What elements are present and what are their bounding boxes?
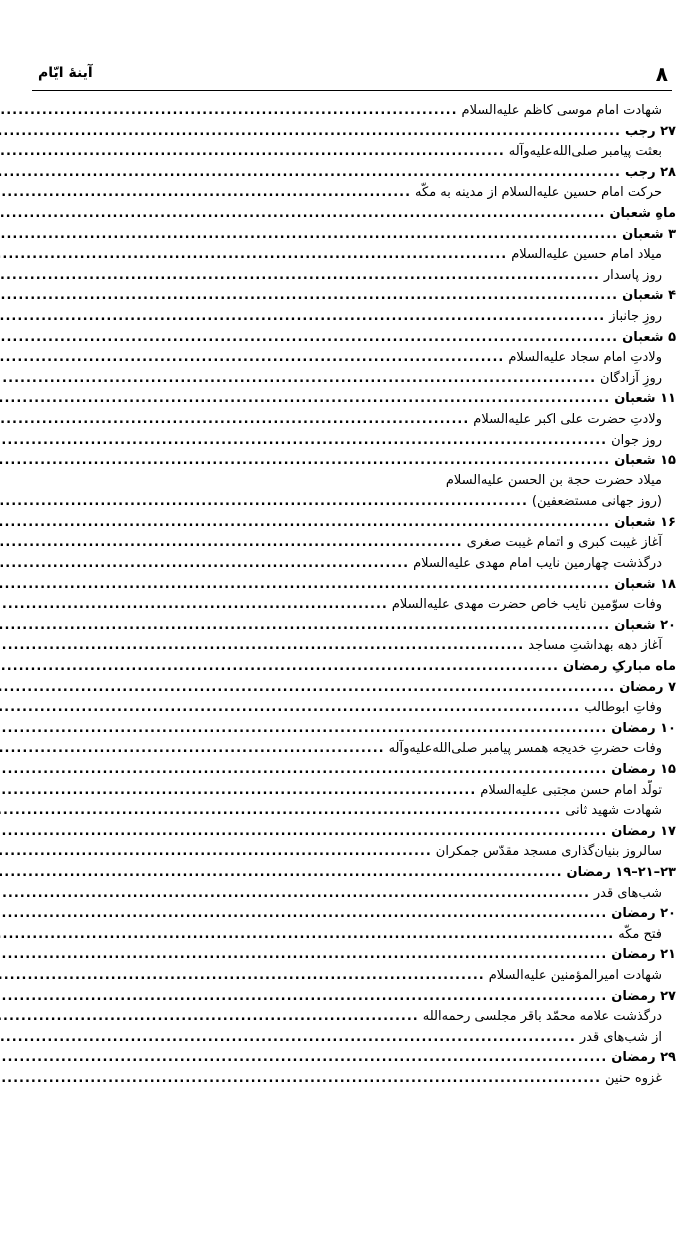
toc-entry-title: وفات حضرتِ خدیجه همسر پیامبر صلی‌الله‌علیه‌وآله [388,741,662,757]
toc-entry [0,430,676,451]
toc-entry [0,862,676,883]
dot-leader [0,410,469,430]
toc-entry-title: شهادت امیرالمؤمنین علیه‌السلام [488,967,662,983]
toc-entry-title: (روز جهانی مستضعفین) [531,494,662,510]
toc-entry [0,944,676,965]
toc-entry [0,368,676,389]
dot-leader [0,307,605,327]
toc-entry-title: ماه مبارکِ رمضان [562,659,676,675]
dot-leader [0,1069,601,1089]
toc-entry [0,1047,676,1068]
dot-leader [0,369,596,389]
dot-leader [0,451,610,471]
toc-entry [0,100,676,121]
toc-entry [0,141,676,162]
toc-entry [0,697,676,718]
toc-entry [0,224,676,245]
toc-entry [0,471,676,492]
toc-entry-title: روزِ آزادگان [600,370,662,386]
dot-leader [0,657,559,677]
toc-entry [0,553,676,574]
toc-entry-title: ولادتِ امام سجاد علیه‌السلام [508,350,662,366]
toc-entry-title: ولادتِ حضرت علی اکبر علیه‌السلام [473,411,662,427]
toc-entry [0,615,676,636]
dot-leader [0,595,388,615]
toc-entry-title: روز جوان [611,432,662,448]
toc-entry [0,450,676,471]
toc-entry [0,986,676,1007]
dot-leader [0,142,505,162]
dot-leader [0,1007,419,1027]
toc-entry [0,491,676,512]
toc-entry-title: حرکت امام حسین علیه‌السلام از مدینه به مکّه [415,185,662,201]
dot-leader [0,266,600,286]
dot-leader [0,328,618,348]
toc-entry [0,903,676,924]
toc-entry-title: وفات سوّمین نایب خاص حضرت مهدی علیه‌السلام [391,597,662,613]
toc-entry-title: ۱۵ شعبان [614,453,676,469]
toc-entry-title: سالروز بنیان‌گذاری مسجد مقدّس جمکران [435,844,662,860]
dot-leader [0,781,476,801]
toc-entry [0,677,676,698]
dot-leader [0,884,590,904]
toc-entry [0,347,676,368]
toc-entry [0,780,676,801]
toc-entry [0,327,676,348]
toc-entry [0,718,676,739]
dot-leader [0,204,605,224]
toc-entry-title: فتح مکّه [618,926,662,942]
dot-leader [0,575,610,595]
toc-entry [0,306,676,327]
toc-columns [30,100,676,1100]
toc-entry-title: تولّد امام حسن مجتبی علیه‌السلام [480,782,662,798]
toc-entry-title: ۲۷ رمضان [611,988,676,1004]
dot-leader [0,945,607,965]
toc-entry-title: شهادت شهید ثانی [565,803,662,819]
toc-entry [0,409,676,430]
toc-entry-title: ماهِ شعبان [609,205,676,221]
toc-entry [0,121,676,142]
toc-entry [0,182,676,203]
dot-leader [0,533,463,553]
toc-right-column [0,100,676,1100]
toc-entry [0,388,676,409]
toc-entry-title: میلاد حضرت حجة بن الحسن علیه‌السلام [445,472,662,488]
toc-entry-title: درگذشت چهارمین نایب امام مهدی علیه‌السلام [413,556,662,572]
toc-entry-title: درگذشت علامه محمّد باقر مجلسی رحمه‌الله [422,1009,662,1025]
toc-entry [0,965,676,986]
toc-entry-title: ۱۵ رمضان [611,762,676,777]
toc-entry [0,841,676,862]
toc-entry [0,574,676,595]
dot-leader [0,183,411,203]
dot-leader [0,966,485,986]
toc-entry-title: روزِ جانباز [609,308,662,324]
toc-entry [0,285,676,306]
dot-leader [0,1048,607,1068]
toc-entry [0,532,676,553]
toc-entry [0,759,676,780]
toc-entry [0,656,676,677]
dot-leader [0,739,385,759]
toc-entry [0,512,676,533]
toc-entry [0,1027,676,1048]
dot-leader [0,1028,576,1048]
toc-entry-title: شهادت امام موسی کاظم علیه‌السلام [461,103,662,118]
toc-entry-title: ۵ شعبان [622,329,676,345]
dot-leader [0,348,504,368]
dot-leader [0,760,607,780]
dot-leader [0,492,528,512]
dot-leader [0,286,618,306]
toc-entry [0,162,676,183]
dot-leader [0,925,614,945]
toc-entry-title: میلاد امام حسین علیه‌السلام [511,247,662,263]
toc-entry-title: ۱۰ رمضان [611,720,676,736]
dot-leader [0,719,607,739]
toc-entry-title: ۲۳–۲۱–۱۹ رمضان [566,864,676,880]
toc-entry [0,738,676,759]
toc-entry [0,1006,676,1027]
toc-entry [0,265,676,286]
toc-entry-title: آغاز دهه بهداشتِ مساجد [528,638,662,654]
toc-entry-title: روز پاسدار [603,267,662,283]
dot-leader [0,225,618,245]
page-number: ۸ [655,62,668,86]
toc-entry-title: ۲۰ رمضان [611,906,676,922]
toc-entry-title: ۷ رمضان [619,679,676,695]
dot-leader [0,101,458,121]
toc-entry-title: ۱۸ شعبان [614,576,676,592]
dot-leader [0,122,621,142]
toc-entry [0,635,676,656]
toc-entry [0,821,676,842]
toc-entry-title: ۲۹ رمضان [611,1050,676,1066]
toc-entry [0,1068,676,1089]
dot-leader [0,801,561,821]
toc-entry [0,800,676,821]
toc-entry-title: ۲۱ رمضان [611,947,676,963]
toc-entry [0,203,676,224]
toc-entry-title: ۱۷ رمضان [611,823,676,839]
dot-leader [0,554,409,574]
toc-entry-title: ۲۸ رجب [624,164,676,180]
dot-leader [0,163,621,183]
dot-leader [0,698,580,718]
toc-entry [0,244,676,265]
toc-entry [0,924,676,945]
page-header [32,60,672,91]
toc-entry-title: ۱۶ شعبان [614,514,676,530]
toc-entry-title: ۲۷ رجب [624,123,676,139]
dot-leader [0,822,607,842]
toc-entry [0,883,676,904]
dot-leader [0,245,507,265]
dot-leader [0,389,610,409]
dot-leader [0,863,563,883]
toc-entry-title: شب‌های قدر [593,885,662,901]
toc-entry-title: ۴ شعبان [622,288,676,304]
dot-leader [0,987,607,1007]
toc-entry-title: ۳ شعبان [622,226,676,242]
book-title: آینهٔ ایّام [38,65,93,81]
dot-leader [0,904,607,924]
dot-leader [0,431,607,451]
toc-entry [0,594,676,615]
toc-entry-title: وفاتِ ابوطالب [584,700,662,716]
dot-leader [0,616,610,636]
dot-leader [0,842,432,862]
dot-leader [0,636,524,656]
dot-leader [0,513,610,533]
toc-entry-title: بعثت پیامبر صلی‌الله‌علیه‌وآله [508,144,662,160]
dot-leader [0,678,615,698]
toc-entry-title: آغاز غیبت کبری و اتمام غیبت صغری [466,535,662,551]
toc-entry-title: ۱۱ شعبان [614,391,676,407]
toc-entry-title: از شب‌های قدر [579,1029,662,1045]
toc-entry-title: غزوه حنین [605,1070,662,1086]
toc-entry-title: ۲۰ شعبان [614,617,676,633]
